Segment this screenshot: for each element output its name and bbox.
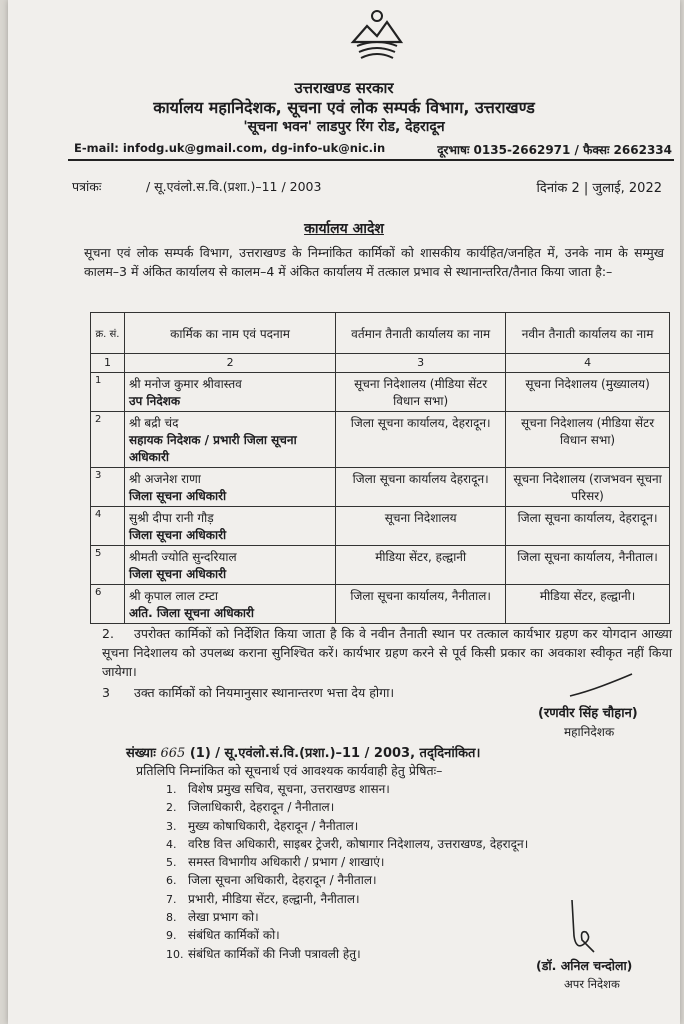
list-number: 3. xyxy=(166,819,177,833)
list-number: 9. xyxy=(166,929,177,943)
signatory-2-name: (डॉ. अनिल चन्दोला) xyxy=(536,958,633,973)
row-current-office: मीडिया सेंटर, हल्द्वानी xyxy=(336,546,506,585)
copy-ref-prefix: संख्याः xyxy=(126,746,156,761)
table-row xyxy=(91,412,670,468)
row-current-office: सूचना निदेशालय (मीडिया सेंटर विधान सभा) xyxy=(336,373,506,412)
person-name: श्री कृपाल लाल टम्टा xyxy=(128,589,218,603)
table-row xyxy=(91,373,670,412)
list-item xyxy=(166,890,528,908)
row-current-office: जिला सूचना कार्यालय देहरादून। xyxy=(336,468,506,507)
header-address: 'सूचना भवन' लाडपुर रिंग रोड, देहरादून xyxy=(243,119,445,135)
list-number: 7. xyxy=(166,892,177,906)
list-text: संबंधित कार्मिकों की निजी पत्रावली हेतु। xyxy=(188,946,361,961)
list-item xyxy=(166,798,528,816)
person-designation: सहायक निदेशक / प्रभारी जिला सूचना अधिकारी xyxy=(128,433,297,464)
row-new-office: जिला सूचना कार्यालय, देहरादून। xyxy=(506,507,670,546)
list-item xyxy=(166,945,528,963)
header-current-office: वर्तमान तैनाती कार्यालय का नाम xyxy=(336,313,506,354)
list-text: प्रभारी, मीडिया सेंटर, हल्द्वानी, नैनीताल। xyxy=(188,891,360,906)
signature-2-icon xyxy=(564,896,608,956)
list-number: 1. xyxy=(166,783,177,796)
list-text: लेखा प्रभाग को। xyxy=(188,910,259,925)
list-text: विशेष प्रमुख सचिव, सूचना, उत्तराखण्ड शासन। xyxy=(188,782,390,796)
list-item xyxy=(166,853,528,871)
row-new-office: जिला सूचना कार्यालय, नैनीताल। xyxy=(506,546,670,585)
order-title: कार्यालय आदेश xyxy=(304,221,384,237)
row-new-office: सूचना निदेशालय (राजभवन सूचना परिसर) xyxy=(506,468,670,507)
copy-intro: प्रतिलिपि निम्नांकित को सूचनार्थ एवं आवश्यक कार्यवाही हेतु प्रेषितः– xyxy=(136,763,443,778)
list-text: जिला सूचना अधिकारी, देहरादून / नैनीताल। xyxy=(188,873,377,888)
signatory-1-designation: महानिदेशक xyxy=(564,725,615,739)
person-designation: उप निदेशक xyxy=(128,394,181,408)
person-designation: जिला सूचना अधिकारी xyxy=(128,567,227,581)
row-sn: 1 xyxy=(91,373,125,412)
list-item xyxy=(166,908,528,926)
row-person xyxy=(124,585,335,624)
list-number: 5. xyxy=(166,856,177,870)
person-name: श्री मनोज कुमार श्रीवास्तव xyxy=(128,377,242,391)
row-person xyxy=(124,468,335,507)
list-text: वरिष्ठ वित्त अधिकारी, साइबर ट्रेजरी, कोषागार निदेशालय, उत्तराखण्ड, देहरादून। xyxy=(188,836,529,851)
person-name: सुश्री दीपा रानी गौड़ xyxy=(128,511,214,525)
column-number: 4 xyxy=(506,354,670,373)
row-new-office: मीडिया सेंटर, हल्द्वानी। xyxy=(506,585,670,624)
list-item xyxy=(166,835,528,853)
header-office: कार्यालय महानिदेशक, सूचना एवं लोक सम्पर्क विभाग, उत्तराखण्ड xyxy=(153,98,535,117)
transfer-table xyxy=(90,312,670,624)
table-header-row xyxy=(91,313,670,354)
copy-reference xyxy=(126,743,480,761)
row-new-office: सूचना निदेशालय (मुख्यालय) xyxy=(506,373,670,412)
list-item xyxy=(166,926,528,944)
list-number: 2. xyxy=(166,801,177,815)
list-text: समस्त विभागीय अधिकारी / प्रभाग / शाखाएं। xyxy=(188,855,385,870)
signatory-1-name: (रणवीर सिंह चौहान) xyxy=(538,706,638,721)
row-person xyxy=(124,412,335,468)
signature-1-icon xyxy=(566,672,636,700)
row-person xyxy=(124,546,335,585)
header-email: E-mail: infodg.uk@gmail.com, dg-info-uk@nic.in xyxy=(74,141,386,155)
intro-paragraph: सूचना एवं लोक सम्पर्क विभाग, उत्तराखण्ड के निम्नांकित कार्मिकों को शासकीय कार्यहित/जनहित में, उनके नाम के सम्मुख कालम–3 में अंकित कार्यालय से कालम–4 में अंकित कार्यालय में तत्काल प्रभाव से स्थानान्तरित/तैनात किया जाता है:– xyxy=(84,245,664,279)
list-text: जिलाधिकारी, देहरादून / नैनीताल। xyxy=(188,800,335,815)
column-number: 2 xyxy=(124,354,335,373)
copy-ref-handwritten: 665 xyxy=(160,746,186,761)
row-current-office: जिला सूचना कार्यालय, देहरादून। xyxy=(336,412,506,468)
row-sn: 5 xyxy=(91,546,125,585)
list-item xyxy=(166,780,528,798)
person-name: श्रीमती ज्योति सुन्दरियाल xyxy=(128,550,237,564)
row-sn: 2 xyxy=(91,412,125,468)
copy-list xyxy=(166,780,528,963)
person-designation: जिला सूचना अधिकारी xyxy=(128,489,227,503)
paragraph-number: 3 xyxy=(102,685,110,700)
list-text: संबंधित कार्मिकों को। xyxy=(188,928,280,943)
paragraph-text: उपरोक्त कार्मिकों को निर्देशित किया जाता है कि वे नवीन तैनाती स्थान पर तत्काल कार्यभार ग्रहण कर योगदान आख्या सूचना निदेशालय को उपलब्ध कराना सुनिश्चित करें। कार्यभार ग्रहण करने से पूर्व किसी प्रकार का अवकाश स्वीकृत नहीं किया जायेगा। xyxy=(102,626,672,679)
reference-label: पत्रांकः xyxy=(72,179,102,194)
column-number: 1 xyxy=(91,354,125,373)
document-page xyxy=(8,0,680,1024)
row-sn: 3 xyxy=(91,468,125,507)
row-sn: 4 xyxy=(91,507,125,546)
header-name: कार्मिक का नाम एवं पदनाम xyxy=(124,313,335,354)
header-phone: दूरभाषः 0135-2662971 / फैक्सः 2662334 xyxy=(437,143,672,157)
reference-date: दिनांक 2 | जुलाई, 2022 xyxy=(536,181,662,196)
list-item xyxy=(166,817,528,835)
person-name: श्री बद्री चंद xyxy=(128,416,179,430)
uttarakhand-emblem-icon xyxy=(347,8,407,64)
row-person xyxy=(124,507,335,546)
list-number: 6. xyxy=(166,874,177,888)
person-designation: अति. जिला सूचना अधिकारी xyxy=(128,606,254,620)
table-row xyxy=(91,507,670,546)
signatory-2-designation: अपर निदेशक xyxy=(564,977,620,991)
reference-number: / सू.एवंलो.स.वि.(प्रशा.)–11 / 2003 xyxy=(146,179,322,194)
row-current-office: जिला सूचना कार्यालय, नैनीताल। xyxy=(336,585,506,624)
row-current-office: सूचना निदेशालय xyxy=(336,507,506,546)
column-number: 3 xyxy=(336,354,506,373)
header-new-office: नवीन तैनाती कार्यालय का नाम xyxy=(506,313,670,354)
paragraph-text: उक्त कार्मिकों को नियमानुसार स्थानान्तरण भत्ता देय होगा। xyxy=(134,685,395,700)
person-name: श्री अजनेश राणा xyxy=(128,472,201,486)
header-state: उत्तराखण्ड सरकार xyxy=(294,79,394,97)
column-number-row xyxy=(91,354,670,373)
person-designation: जिला सूचना अधिकारी xyxy=(128,528,227,542)
list-number: 4. xyxy=(166,837,177,851)
list-number: 8. xyxy=(166,911,177,925)
list-item xyxy=(166,871,528,889)
table-row xyxy=(91,546,670,585)
row-sn: 6 xyxy=(91,585,125,624)
row-new-office: सूचना निदेशालय (मीडिया सेंटर विधान सभा) xyxy=(506,412,670,468)
row-person xyxy=(124,373,335,412)
table-row xyxy=(91,468,670,507)
header-divider xyxy=(68,159,674,161)
table-row xyxy=(91,585,670,624)
paragraph-number: 2. xyxy=(102,626,114,641)
copy-ref-rest: (1) / सू.एवंलो.सं.वि.(प्रशा.)–11 / 2003, तद्‌दिनांकित। xyxy=(189,746,481,761)
list-text: मुख्य कोषाधिकारी, देहरादून / नैनीताल। xyxy=(188,818,359,833)
list-number: 10. xyxy=(166,947,184,961)
header-sn: क्र. सं. xyxy=(91,313,125,354)
